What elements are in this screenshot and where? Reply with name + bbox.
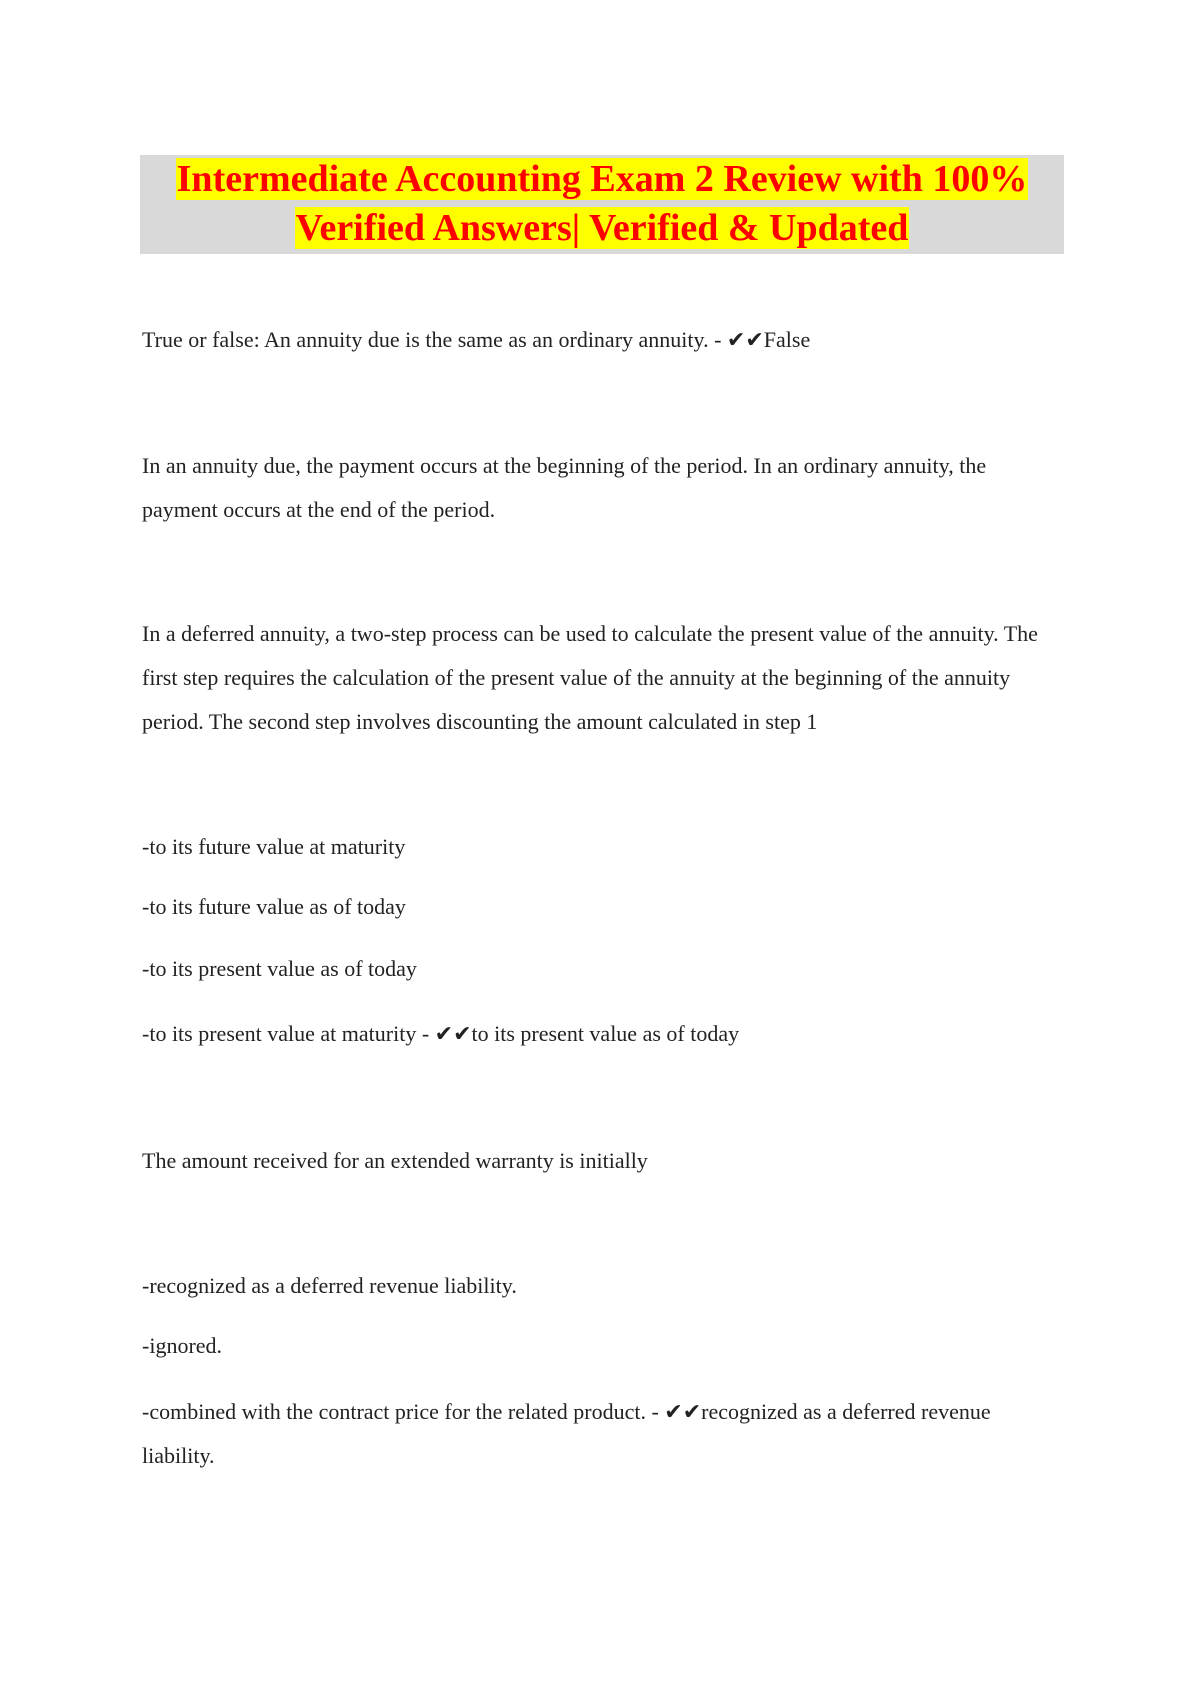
title-text-2: Verified Answers| Verified & Updated: [295, 207, 909, 249]
question-2-option-3: -to its present value as of today: [142, 956, 417, 981]
question-2-option-4: -to its present value at maturity - ✔✔to its present value as of today: [142, 1021, 740, 1046]
question-1: True or false: An annuity due is the same as an ordinary annuity. - ✔✔False: [142, 327, 811, 352]
title-line-1: [140, 155, 1064, 204]
question-2-stem: In a deferred annuity, a two-step process can be used to calculate the present value of the annuity. The first step requires the calculation of the present value of the annuity at the beginning of the annuity period. The second step involves discounting the amount calculated in step 1: [142, 621, 1038, 734]
question-2-option-2: -to its future value as of today: [142, 894, 406, 919]
title-text-1: Intermediate Accounting Exam 2 Review with 100%: [176, 158, 1028, 200]
title-line-2: [140, 204, 1064, 253]
question-3-option-3: -combined with the contract price for the related product. - ✔✔recognized as a deferred revenue liability.: [142, 1399, 991, 1468]
question-3-option-2: -ignored.: [142, 1333, 223, 1358]
question-3-stem: The amount received for an extended warranty is initially: [142, 1148, 648, 1173]
question-1-explanation: In an annuity due, the payment occurs at the beginning of the period. In an ordinary annuity, the payment occurs at the end of the period.: [142, 453, 987, 522]
question-2-option-1: -to its future value at maturity: [142, 834, 406, 859]
document-title-banner: [140, 155, 1064, 254]
question-3-option-1: -recognized as a deferred revenue liability.: [142, 1273, 517, 1298]
